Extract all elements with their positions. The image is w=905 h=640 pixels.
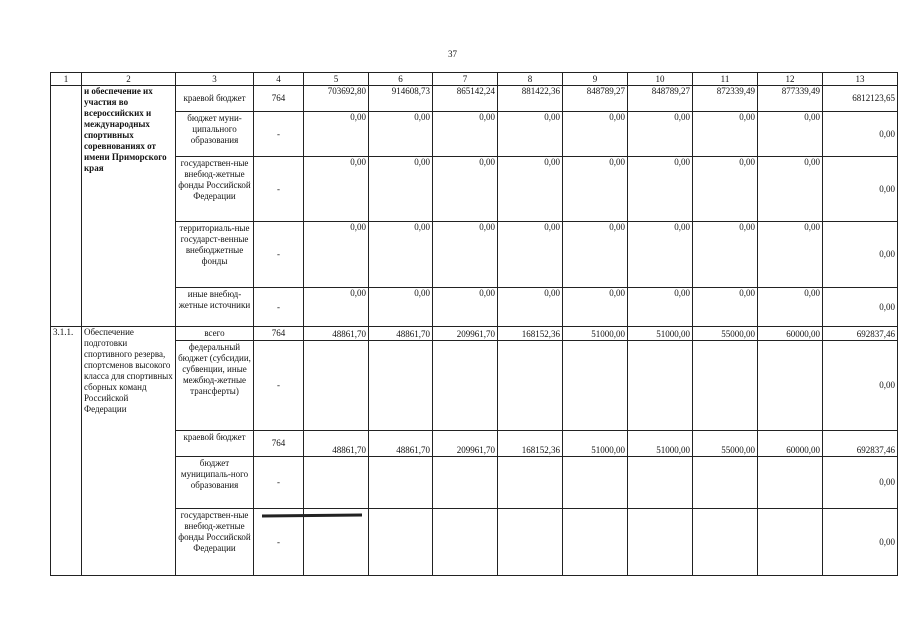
budget-table bbox=[50, 72, 898, 576]
year-value: 0,00 bbox=[304, 112, 369, 157]
year-value bbox=[369, 509, 433, 576]
column-header-12: 12 bbox=[758, 73, 823, 86]
year-value: 0,00 bbox=[304, 157, 369, 222]
funding-source: государствен-ные внебюд-жетные фонды Российской Федерации bbox=[176, 157, 254, 222]
year-value: 0,00 bbox=[563, 222, 628, 288]
table-row bbox=[51, 457, 898, 509]
funding-source: всего bbox=[176, 327, 254, 341]
total-value: 0,00 bbox=[823, 509, 898, 576]
total-value: 0,00 bbox=[823, 288, 898, 327]
budget-code: - bbox=[254, 341, 304, 431]
funding-source: государствен-ные внебюд-жетные фонды Российской Федерации bbox=[176, 509, 254, 576]
year-value: 0,00 bbox=[628, 157, 693, 222]
funding-source: бюджет муниципаль-ного образования bbox=[176, 457, 254, 509]
year-value: 872339,49 bbox=[693, 86, 758, 112]
budget-code: - bbox=[254, 509, 304, 576]
table-row bbox=[51, 157, 898, 222]
total-value: 0,00 bbox=[823, 341, 898, 431]
year-value: 0,00 bbox=[693, 157, 758, 222]
budget-code: - bbox=[254, 112, 304, 157]
year-value: 51000,00 bbox=[563, 431, 628, 457]
item-title: и обеспечение их участия во всероссийских и международных спортивных соревнованиях от имени Приморского края bbox=[82, 86, 176, 327]
year-value: 0,00 bbox=[433, 112, 498, 157]
year-value: 0,00 bbox=[693, 222, 758, 288]
table-row bbox=[51, 431, 898, 457]
year-value: 703692,80 bbox=[304, 86, 369, 112]
year-value: 865142,24 bbox=[433, 86, 498, 112]
year-value bbox=[304, 509, 369, 576]
year-value: 209961,70 bbox=[433, 431, 498, 457]
table-row bbox=[51, 86, 898, 112]
year-value: 0,00 bbox=[304, 222, 369, 288]
funding-source: бюджет муни-ципального образования bbox=[176, 112, 254, 157]
year-value: 914608,73 bbox=[369, 86, 433, 112]
column-header-4: 4 bbox=[254, 73, 304, 86]
year-value bbox=[758, 341, 823, 431]
column-header-11: 11 bbox=[693, 73, 758, 86]
year-value bbox=[693, 457, 758, 509]
column-header-13: 13 bbox=[823, 73, 898, 86]
column-header-5: 5 bbox=[304, 73, 369, 86]
year-value: 0,00 bbox=[433, 288, 498, 327]
year-value: 48861,70 bbox=[369, 431, 433, 457]
year-value: 60000,00 bbox=[758, 431, 823, 457]
table-row bbox=[51, 288, 898, 327]
total-value: 0,00 bbox=[823, 222, 898, 288]
year-value: 48861,70 bbox=[304, 327, 369, 341]
year-value: 48861,70 bbox=[369, 327, 433, 341]
table-row bbox=[51, 509, 898, 576]
year-value: 51000,00 bbox=[628, 327, 693, 341]
column-header-1: 1 bbox=[51, 73, 82, 86]
table-row bbox=[51, 222, 898, 288]
year-value: 0,00 bbox=[628, 222, 693, 288]
year-value: 848789,27 bbox=[563, 86, 628, 112]
year-value: 168152,36 bbox=[498, 431, 563, 457]
year-value: 0,00 bbox=[628, 288, 693, 327]
year-value: 881422,36 bbox=[498, 86, 563, 112]
year-value: 0,00 bbox=[498, 112, 563, 157]
year-value bbox=[304, 457, 369, 509]
table-row bbox=[51, 327, 898, 341]
year-value: 0,00 bbox=[693, 112, 758, 157]
year-value: 168152,36 bbox=[498, 327, 563, 341]
year-value: 51000,00 bbox=[628, 431, 693, 457]
year-value bbox=[628, 509, 693, 576]
year-value: 0,00 bbox=[498, 157, 563, 222]
year-value bbox=[563, 341, 628, 431]
year-value bbox=[693, 341, 758, 431]
year-value bbox=[369, 341, 433, 431]
year-value bbox=[563, 457, 628, 509]
funding-source: краевой бюджет bbox=[176, 86, 254, 112]
year-value: 0,00 bbox=[563, 288, 628, 327]
year-value: 209961,70 bbox=[433, 327, 498, 341]
column-header-8: 8 bbox=[498, 73, 563, 86]
year-value: 48861,70 bbox=[304, 431, 369, 457]
year-value: 55000,00 bbox=[693, 431, 758, 457]
item-title: Обеспечение подготовки спортивного резерва, спортсменов высокого класса для спортивных сборных команд Российской Федерации bbox=[82, 327, 176, 576]
total-value: 0,00 bbox=[823, 457, 898, 509]
year-value bbox=[628, 341, 693, 431]
total-value: 692837,46 bbox=[823, 327, 898, 341]
year-value: 0,00 bbox=[433, 157, 498, 222]
budget-code: - bbox=[254, 288, 304, 327]
year-value: 0,00 bbox=[369, 157, 433, 222]
year-value: 877339,49 bbox=[758, 86, 823, 112]
funding-source: территориаль-ные государст-венные внебюджетные фонды bbox=[176, 222, 254, 288]
year-value bbox=[433, 457, 498, 509]
year-value: 51000,00 bbox=[563, 327, 628, 341]
year-value: 0,00 bbox=[369, 112, 433, 157]
column-header-3: 3 bbox=[176, 73, 254, 86]
budget-code: 764 bbox=[254, 431, 304, 457]
year-value: 0,00 bbox=[758, 157, 823, 222]
year-value: 0,00 bbox=[369, 222, 433, 288]
year-value: 0,00 bbox=[693, 288, 758, 327]
funding-source: федеральный бюджет (субсидии, субвенции, иные межбюд-жетные трансферты) bbox=[176, 341, 254, 431]
column-header-7: 7 bbox=[433, 73, 498, 86]
year-value: 0,00 bbox=[758, 288, 823, 327]
year-value bbox=[498, 341, 563, 431]
item-code bbox=[51, 86, 82, 327]
year-value bbox=[758, 457, 823, 509]
budget-code: 764 bbox=[254, 327, 304, 341]
year-value: 0,00 bbox=[628, 112, 693, 157]
column-header-10: 10 bbox=[628, 73, 693, 86]
year-value bbox=[304, 341, 369, 431]
year-value: 848789,27 bbox=[628, 86, 693, 112]
year-value bbox=[628, 457, 693, 509]
total-value: 6812123,65 bbox=[823, 86, 898, 112]
funding-source: краевой бюджет bbox=[176, 431, 254, 457]
year-value: 0,00 bbox=[433, 222, 498, 288]
year-value: 60000,00 bbox=[758, 327, 823, 341]
year-value bbox=[498, 457, 563, 509]
year-value bbox=[563, 509, 628, 576]
year-value: 0,00 bbox=[304, 288, 369, 327]
year-value: 0,00 bbox=[758, 112, 823, 157]
table-row bbox=[51, 341, 898, 431]
year-value: 0,00 bbox=[758, 222, 823, 288]
year-value bbox=[433, 509, 498, 576]
total-value: 692837,46 bbox=[823, 431, 898, 457]
year-value: 0,00 bbox=[369, 288, 433, 327]
year-value: 0,00 bbox=[563, 157, 628, 222]
total-value: 0,00 bbox=[823, 112, 898, 157]
budget-code: - bbox=[254, 222, 304, 288]
year-value bbox=[369, 457, 433, 509]
year-value bbox=[758, 509, 823, 576]
column-header-6: 6 bbox=[369, 73, 433, 86]
total-value: 0,00 bbox=[823, 157, 898, 222]
year-value: 0,00 bbox=[563, 112, 628, 157]
table-row bbox=[51, 112, 898, 157]
item-code: 3.1.1. bbox=[51, 327, 82, 576]
year-value: 0,00 bbox=[498, 222, 563, 288]
year-value bbox=[498, 509, 563, 576]
budget-code: - bbox=[254, 457, 304, 509]
year-value: 0,00 bbox=[498, 288, 563, 327]
funding-source: иные внебюд-жетные источники bbox=[176, 288, 254, 327]
budget-code: 764 bbox=[254, 86, 304, 112]
page-number: 37 bbox=[448, 49, 457, 59]
column-header-9: 9 bbox=[563, 73, 628, 86]
year-value: 55000,00 bbox=[693, 327, 758, 341]
year-value bbox=[433, 341, 498, 431]
budget-code: - bbox=[254, 157, 304, 222]
year-value bbox=[693, 509, 758, 576]
column-header-2: 2 bbox=[82, 73, 176, 86]
